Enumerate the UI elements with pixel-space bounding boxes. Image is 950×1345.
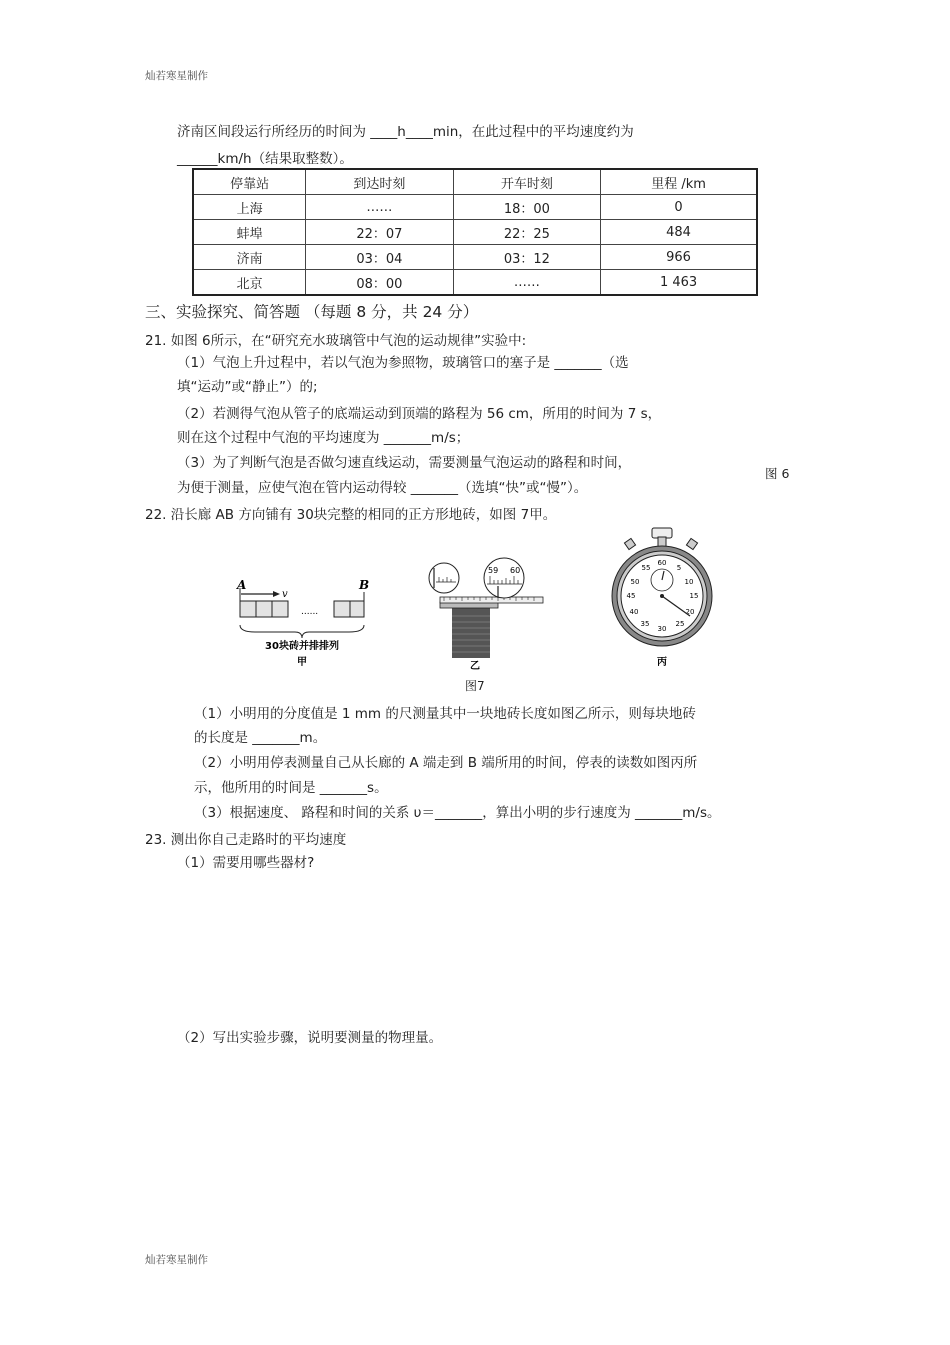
- table-row: [193, 220, 757, 245]
- ellipsis-dots: ......: [301, 607, 319, 617]
- table-header-cell: 停靠站: [193, 169, 306, 195]
- table-header-cell: 开车时刻: [453, 169, 600, 195]
- table-cell: 22：25: [453, 220, 600, 245]
- dial-number: 5: [676, 564, 682, 572]
- figure-7-tiles: [225, 572, 375, 672]
- dial-number: 60: [657, 559, 667, 567]
- q22-part3: （3）根据速度、 路程和时间的关系 υ＝_______，算出小明的步行速度为 _______m/s。: [194, 805, 721, 821]
- dial-number: 20: [685, 608, 695, 616]
- q21-part3-line2: 为便于测量，应使气泡在管内运动得较 _______（选填“快”或“慢”）。: [177, 480, 588, 496]
- table-cell: 0: [601, 195, 757, 220]
- dial-number: 15: [689, 592, 699, 600]
- q21-part1-line1: （1）气泡上升过程中，若以气泡为参照物，玻璃管口的塞子是 _______（选: [177, 355, 629, 371]
- table-row: [193, 195, 757, 220]
- q22-part1-line1: （1）小明用的分度值是 1 mm 的尺测量其中一块地砖长度如图乙所示，则每块地砖: [194, 706, 696, 722]
- ruler-mark-60: 60: [510, 566, 521, 575]
- header-watermark: 灿若寒星制作: [145, 70, 208, 82]
- q22-stem: 22. 沿长廊 AB 方向铺有 30块完整的相同的正方形地砖，如图 7甲。: [145, 507, 557, 523]
- hand-pivot: [660, 594, 664, 598]
- figure-7-stopwatch: [606, 524, 718, 670]
- q23-stem: 23. 测出你自己走路时的平均速度: [145, 832, 347, 848]
- q21-part2-line2: 则在这个过程中气泡的平均速度为 _______m/s；: [177, 430, 470, 446]
- table-cell: 08：00: [306, 270, 453, 296]
- label-b: B: [359, 578, 370, 592]
- table-cell: 1 463: [601, 270, 757, 296]
- table-row: [193, 270, 757, 296]
- dial-number: 25: [675, 620, 685, 628]
- table-cell: 03：12: [453, 245, 600, 270]
- q21-stem: 21. 如图 6所示，在“研究充水玻璃管中气泡的运动规律”实验中:: [145, 333, 527, 349]
- footer-watermark: 灿若寒星制作: [145, 1254, 208, 1266]
- dial-number: 35: [640, 620, 650, 628]
- table-cell: ……: [306, 195, 453, 220]
- tile: [256, 601, 272, 617]
- figure-7-caption: 图7: [465, 679, 485, 693]
- table-cell: 03：04: [306, 245, 453, 270]
- table-cell: ……: [453, 270, 600, 296]
- q21-part1-line2: 填“运动”或“静止”）的;: [177, 379, 318, 395]
- train-timetable: [192, 168, 758, 296]
- yi-label: 乙: [470, 661, 480, 672]
- tile: [334, 601, 350, 617]
- brace-caption: 30块砖并排排列: [265, 641, 339, 652]
- table-cell: 济南: [193, 245, 306, 270]
- stopwatch-button-left: [624, 538, 635, 549]
- table-cell: 966: [601, 245, 757, 270]
- q23-part2: （2）写出实验步骤，说明要测量的物理量。: [177, 1030, 443, 1046]
- table-cell: 22：07: [306, 220, 453, 245]
- tile: [240, 601, 256, 617]
- arrow-head-icon: [273, 591, 280, 597]
- q22-part2-line1: （2）小明用停表测量自己从长廊的 A 端走到 B 端所用的时间，停表的读数如图丙所: [194, 755, 698, 771]
- dial-number: 45: [626, 592, 636, 600]
- label-a: A: [237, 578, 247, 592]
- bing-label: 丙: [657, 657, 667, 668]
- table-cell: 北京: [193, 270, 306, 296]
- q23-part1: （1）需要用哪些器材?: [177, 855, 315, 871]
- q21-part3-line1: （3）为了判断气泡是否做匀速直线运动，需要测量气泡运动的路程和时间，: [177, 455, 632, 471]
- table-cell: 蚌埠: [193, 220, 306, 245]
- table-block: [452, 608, 490, 658]
- q21-part2-line1: （2）若测得气泡从管子的底端运动到顶端的路程为 56 cm，所用的时间为 7 s，: [177, 406, 662, 422]
- table-cell: 484: [601, 220, 757, 245]
- table-header-cell: 里程 /km: [601, 169, 757, 195]
- table-cell: 18：00: [453, 195, 600, 220]
- ruler-mark-59: 59: [488, 566, 499, 575]
- dial-number: 30: [657, 625, 667, 633]
- figure-7-ruler: [422, 556, 547, 674]
- ruler: [440, 597, 543, 603]
- q22-part2-line2: 示，他所用的时间是 _______s。: [194, 780, 388, 796]
- intro-line-2: ______km/h（结果取整数）。: [177, 151, 353, 167]
- tile: [350, 601, 364, 617]
- table-header-cell: 到达时刻: [306, 169, 453, 195]
- section-3-title: 三、实验探究、简答题 （每题 8 分，共 24 分）: [145, 303, 479, 321]
- dial-number: 10: [684, 578, 694, 586]
- tile: [272, 601, 288, 617]
- q22-part1-line2: 的长度是 _______m。: [194, 730, 327, 746]
- table-cell: 上海: [193, 195, 306, 220]
- stopwatch-button-right: [686, 538, 697, 549]
- brace: [240, 625, 364, 638]
- label-v: v: [282, 589, 288, 600]
- table-header-row: [193, 169, 757, 195]
- intro-line-1: 济南区间段运行所经历的时间为 ____h____min，在此过程中的平均速度约为: [177, 124, 634, 140]
- figure-6-label: 图 6: [765, 466, 790, 481]
- dial-number: 40: [629, 608, 639, 616]
- dial-number: 55: [641, 564, 651, 572]
- jia-label: 甲: [297, 657, 307, 668]
- dial-number: 50: [630, 578, 640, 586]
- table-row: [193, 245, 757, 270]
